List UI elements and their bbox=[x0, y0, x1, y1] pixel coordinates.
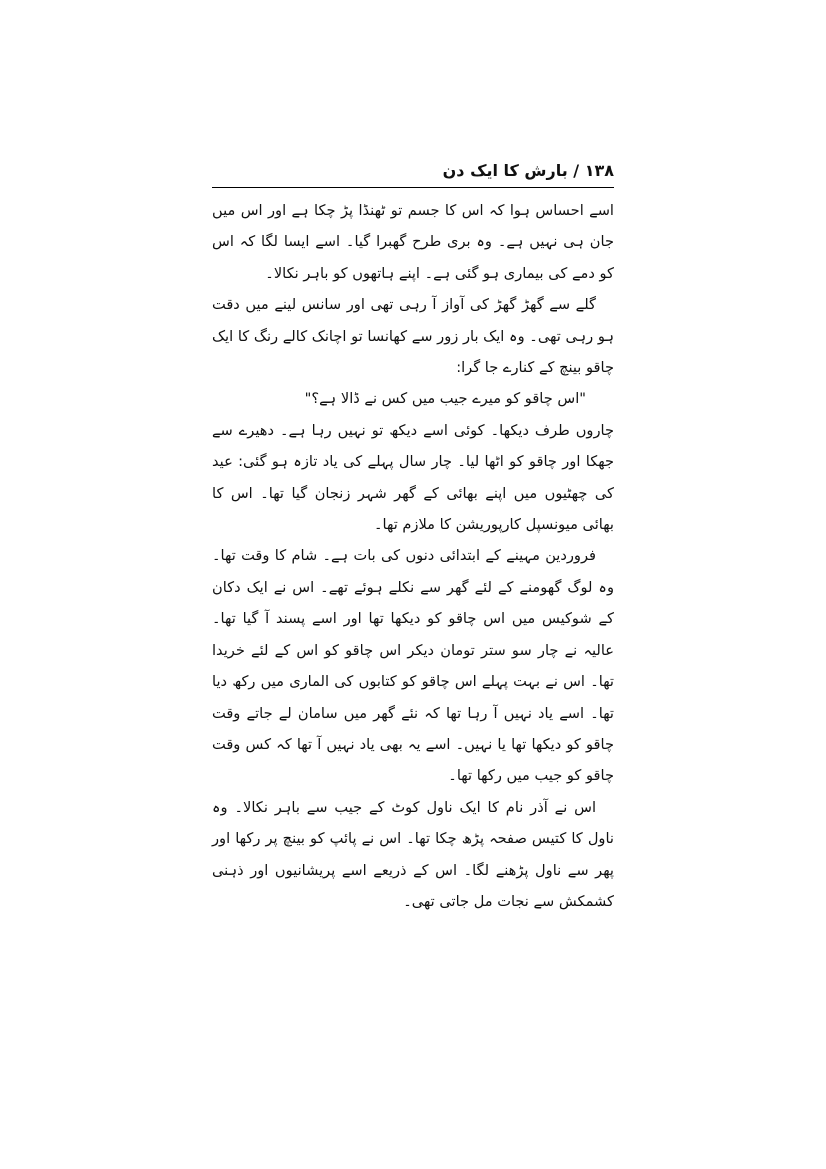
paragraph-4: فروردین مہینے کے ابتدائی دنوں کی بات ہے۔ شام کا وقت تھا۔ وہ لوگ گھومنے کے لئے گھر سے نکلے ہوئے تھے۔ اس نے ایک دکان کے شوکیس میں اس چاقو کو دیکھا تھا اور اسے پسند آ گیا تھا۔ عالیہ نے چار سو ستر تومان دیکر اس چاقو کو اس کے لئے خریدا تھا۔ اس نے بہت پہلے اس چاقو کو کتابوں کی الماری میں رکھ دیا تھا۔ اسے یاد نہیں آ رہا تھا کہ نئے گھر میں سامان لے جاتے وقت چاقو کو دیکھا تھا یا نہیں۔ اسے یہ بھی یاد نہیں آ تھا کہ کس وقت چاقو کو جیب میں رکھا تھا۔ bbox=[212, 547, 614, 785]
paragraph-5: اس نے آذر نام کا ایک ناول کوٹ کے جیب سے باہر نکالا۔ وہ ناول کا کتیس صفحہ پڑھ چکا تھا۔ اس نے پائپ کو بینچ پر رکھا اور پھر سے ناول پڑھنے لگا۔ اس کے ذریعے اسے پریشانیوں اور ذہنی کشمکش سے نجات مل جاتی تھی۔ bbox=[212, 798, 614, 910]
paragraph-1: اسے احساس ہوا کہ اس کا جسم تو ٹھنڈا پڑ چکا ہے اور اس میں جان ہی نہیں ہے۔ وہ بری طرح گھبرا گیا۔ اسے ایسا لگا کہ اس کو دمے کی بیماری ہو گئی ہے۔ اپنے ہاتھوں کو باہر نکالا۔ bbox=[212, 202, 614, 282]
paragraph-3: چاروں طرف دیکھا۔ کوئی اسے دیکھ تو نہیں رہا ہے۔ دھیرے سے جھکا اور چاقو کو اٹھا لیا۔ چار سال پہلے کی یاد تازہ ہو گئی: عید کی چھٹیوں میں اپنے بھائی کے گھر شہر زنجان گیا تھا۔ اس کا بھائی میونسپل کارپوریشن کا ملازم تھا۔ bbox=[212, 421, 614, 534]
header-rule bbox=[212, 187, 614, 188]
page-header bbox=[212, 160, 614, 186]
running-head: ۱۳۸ / بارش کا ایک دن bbox=[442, 161, 614, 180]
page-body bbox=[212, 195, 614, 917]
paragraph-2: گلے سے گھڑ گھڑ کی آواز آ رہی تھی اور سانس لینے میں دقت ہو رہی تھی۔ وہ ایک بار زور سے کھانسا تو اچانک کالے رنگ کا ایک چاقو بینچ کے کنارے جا گرا: bbox=[212, 296, 614, 377]
quote-line: "اس چاقو کو میرے جیب میں کس نے ڈالا ہے؟" bbox=[304, 390, 586, 408]
